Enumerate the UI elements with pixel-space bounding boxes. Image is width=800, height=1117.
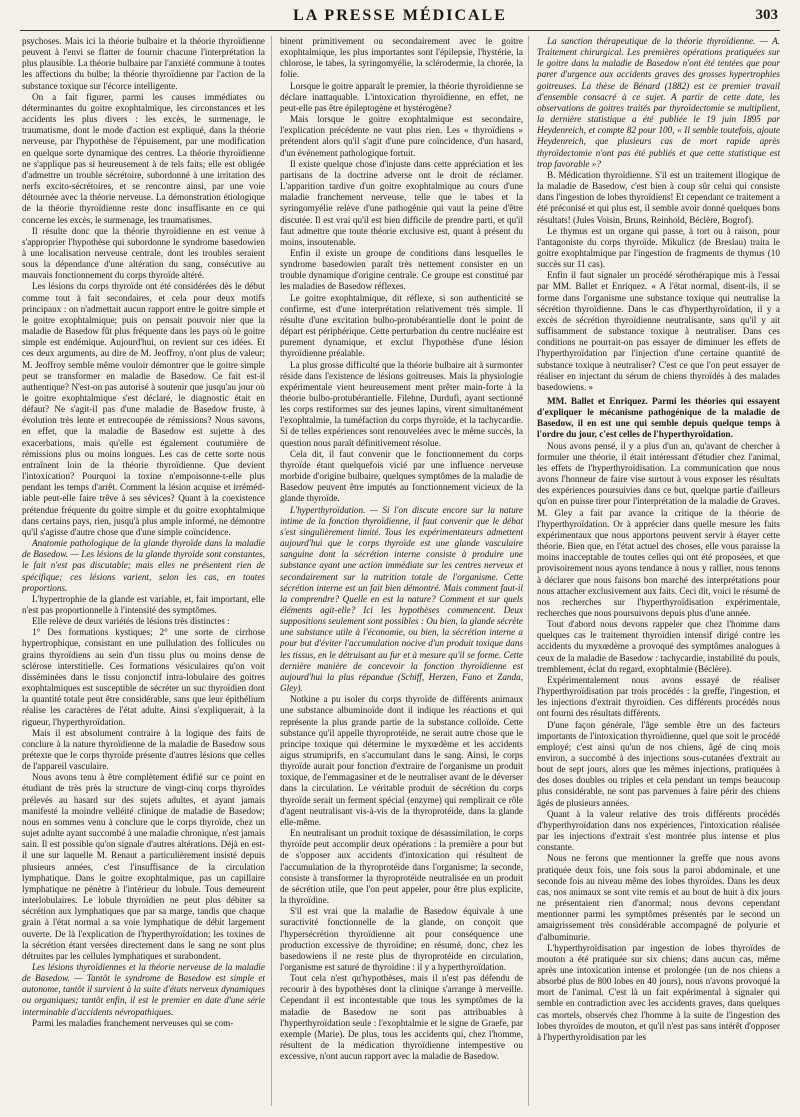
- section-paragraph: L'hyperthyroïdation. — Si l'on discute encore sur la nature intime de la fonction thyroïdienne, il faut convenir que le débat s'est singulièrement limité. Tous les expérimentateurs admettent aujourd'hui que le corps thyroïde est une glande vasculaire sanguine dont la sécrétion interne consiste à produire une substance ayant une action immédiate sur les centres nerveux et secondairement sur la nutrition totale de l'organisme. Cette sécrétion interne est un fait bien démontré. Mais comment faut-il la comprendre? Quelle en est la nature? Comment et sur quels éléments agit-elle? Ici les hypothèses commencent. Deux suppositions seulement sont possibles : Ou bien, la glande sécrète une substance utile à l'économie, ou bien, la sécrétion interne a pour but d'éviter l'accumulation nocive d'un produit toxique dans les tissus, en le détruisant au fur et à mesure qu'il se forme. Cette dernière manière de concevoir la fonction thyroïdienne est aujourd'hui la plus répandue (Schiff, Herzen, Fano et Zanda, Gley).: [280, 504, 523, 694]
- paragraph: La plus grosse difficulté que la théorie bulbaire ait à surmonter réside dans l'existence de lésions goitreuses. Mais la physiologie expérimentale vient heureusement ment prêter main-forte à la théorie bulbo-protubérantielle. Filehne, Durdufi, ayant sectionné les corps restiformes sur des jeunes lapins, virent simultanément l'exophtalmie, la tuméfaction du corps thyroïde, et la tachycardie. Si de telles expériences sont renouvelées avec le même succès, la question nous paraît définitivement résolue.: [280, 359, 523, 448]
- column-divider: [528, 36, 529, 1106]
- section-paragraph: MM. Ballet et Enriquez. Parmi les théories qui essayent d'expliquer le mécanisme pathogénique de la maladie de Basedow, il en est une qui semble depuis quelque temps à l'ordre du jour, c'est celles de l'hyperthyroïdation.: [537, 396, 780, 440]
- header-rule: [20, 30, 780, 31]
- paragraph: Notkine a pu isoler du corps thyroïde de différents animaux une substance albuminoïde dont il indique les réactions et qui représente la plus grande partie de la substance colloïde. Cette substance qu'il appelle thyroprotéide, ne serait autre chose que le principe toxique qui détermine le myxœdème et les accidents aigus strumiprifs, en s'accumulant dans le sang. Ainsi, le corps thyroïde aurait pour fonction d'extraire de l'organisme un produit toxique, de l'emmagasiner et de le neutraliser avant de le déverser dans la circulation. Le véritable produit de sécrétion du corps thyroïde serait un ferment spécial (enzyme) qui remplirait ce rôle d'agent neutralisant vis-à-vis de la thyroprotéide, dans la glande elle-même.: [280, 694, 523, 827]
- paragraph: D'une façon générale, l'âge semble être un des facteurs importants de l'intoxication thyroïdienne, quel que soit le procédé employé; c'est ainsi qu'un de nos chiens, âgé de cinq mois environ, a succombé à des injections sous-cutanées d'extrait au bout de sept jours, alors que les mêmes injections, pratiquées à des doses doubles ou triples et cela pendant un temps beaucoup plus considérable, ne sont pas parvenues à faire périr des chiens âgés de plusieurs années.: [537, 719, 780, 808]
- paragraph: Elle relève de deux variétés de lésions très distinctes :: [32, 616, 230, 627]
- section-paragraph: Les lésions thyroïdiennes et la théorie nerveuse de la maladie de Basedow. — Tantôt le syndrome de Basedow est simple et autonome, tantôt il survient à la suite d'états nerveux dynamiques ou organiques; tantôt enfin, il est le premier en date d'une série interminable d'accidents névropathiques.: [22, 961, 265, 1017]
- journal-title: LA PRESSE MÉDICALE: [293, 7, 507, 24]
- column-divider: [271, 36, 272, 1106]
- paragraph: Nous avons pensé, il y a plus d'un an, qu'avant de chercher à formuler une théorie, il était intéressant d'étudier chez l'animal, les effets de l'hyperthyroïdisation. La communication que nous avons l'honneur de faire vise surtout à vous exposer les résultats des expériences poursuivies dans ce but, quelque partie d'ailleurs qu'on en puisse tirer pour l'interprétation de la maladie de Graves. M. Gley a fait par avance la critique de la théorie de l'hyperthyroïdation. Or à apprécier dans quelle mesure les faits expérimentaux que nous apportons peuvent servir à étayer cette théorie. Bien que, en l'état actuel des choses, elle vous paraisse la moins inacceptable de toutes celles qui ont été proposées, et que provisoirement nous ayons tendance à nous y rallier, nous tenons à déclarer que nous faisons bon marché des interprétations pour nous attacher exclusivement aux faits. Ceci dit, voici le résumé de nos recherches sur l'hyperthyroïdisation expérimentale, recherches que nous poursuivons depuis plus d'une année.: [537, 440, 780, 618]
- paragraph: Parmi les maladies franchement nerveuses qui se com-: [32, 1017, 234, 1028]
- paragraph: Nous avons tenu à être complètement édifié sur ce point en étudiant de très près la structure de vingt-cinq corps thyroïdes prélevés au hasard sur des sujets adultes, et ayant jamais manifesté la moindre velléité clinique de maladie de Basedow; nous en sommes venu à conclure que le corps thyroïde, chez un sujet adulte ayant succombé à une maladie chronique, n'est jamais sain. Il est possible qu'on signale d'autres altérations. Déjà en est-il une sur laquelle M. Renaut a particulièrement insisté depuis plusieurs années, c'est l'insuffisance de la circulation lymphatique. Dans le goitre exophtalmique, pas un capillaire lymphatique ne pénètre à l'intérieur du lobule. Tous demeurent interlobulaires. Le lobule thyroïdien ne peut plus débiter sa sécrétion aux lymphatiques que par sa marge, tandis que chaque grain à l'état normal a sa voie lymphatique de débit largement ouverte. De là l'explication de l'hyperthyroïdation; les toxines de la sécrétion étant versées directement dans le sang ne sont plus détruites par les cellules lymphatiques et surabondent.: [22, 772, 265, 961]
- paragraph: binent primitivement ou secondairement avec le goitre exophtalmique, les plus importantes sont l'épilepsie, l'hystérie, la chlorose, le tabes, la syringomyélie, la sclérodermie, la chorée, la folie.: [280, 36, 523, 80]
- column-right: [537, 36, 780, 1106]
- paragraph: Tout cela n'est qu'hypothèses, mais il n'est pas défendu de recourir à des hypothèses dont la clinique s'arrange à merveille. Cependant il est incontestable que tous les symptômes de la maladie de Basedow ne sont pas attribuables à l'hyperthyroïdation seule : l'exophtalmie et le signe de Graefe, par exemple (Marie). De plus, tous les accidents qui, chez l'homme, résultent de la médication thyroïdienne intempestive ou excessive, n'ont aucun rapport avec la maladie de Basedow.: [280, 973, 523, 1062]
- paragraph: On a fait figurer, parmi les causes immédiates ou déterminantes du goitre exophtalmique, les circonstances et les accidents les plus divers : les excès, le surmenage, le traumatisme, dont le mode d'action est expliqué, dans la théorie nerveuse, par l'hypothèse de l'épuisement, par une modification en quelque sorte dynamique des centres. La théorie thyroïdienne ne s'applique pas si heureusement à de tels faits; elle est obligée d'admettre un trouble sécrétoire, subordonné à une irritation des nerfs excito-sécrétoires, et se rencontre ainsi, par une voie détournée avec la théorie nerveuse. La démonstration étiologique de la théorie thyroïdienne reste donc insuffisante en ce qui concerne les excès, le surmenage, les traumatismes.: [22, 91, 265, 225]
- paragraph: Enfin il faut signaler un procédé sérothérapique mis à l'essai par MM. Ballet et Enriquez. « A l'état normal, disent-ils, il se forme dans l'organisme une substance toxique qui neutralise la sécrétion thyroïdienne. Dans le cas d'hyperthyroïdation, il y a excès de sécrétion thyroïdienne neutralisante, sans qu'il y ait suffisamment de substance toxique à neutraliser. Dans ces conditions ne pourrait-on pas essayer de diminuer les effets de l'hyperthyroïdation par l'injection d'une certaine quantité de substance toxique à neutraliser? C'est ce que l'on peut essayer de réaliser en injectant du sérum de chiens thyroïdés à des malades basedowiens. »: [537, 270, 780, 392]
- paragraph: Les lésions du corps thyroïde ont été considérées dès le début comme tout à fait secondaires, et cela pour deux motifs principaux : on n'admettait aucun rapport entre le goitre simple et le goitre exophtalmique; puis on pensait pouvoir nier que la maladie de Basedow fût plus fréquente dans les pays où le goitre simple est endémique. Aujourd'hui, on revient sur ces idées. Et ces deux arguments, au dire de M. Jeoffroy, n'ont plus de valeur; M. Jeoffroy semble même vouloir démontrer que le goitre simple peut se transformer en maladie de Basedow. Ce fait est-il authentique? N'est-on pas autorisé à soutenir que jusqu'au jour où le goitre exophtalmique s'est déclaré, le diagnostic était en défaut? Ne s'agit-il pas d'une maladie de Basedow fruste, à évolution très lente et entrecoupée de rémissions? Nous savons, en effet, que la maladie de Basedow est sujette à des exacerbations, mais qu'elle est également coutumière de rémissions plus ou moins longues. Les cas de cette sorte nous entraînent loin de la théorie thyroïdienne. Que devient l'intoxication? Pourquoi la toxine n'empoisonne-t-elle plus pendant les temps d'arrêt. Comment la lésion acquise et irrémédiable peut-elle faire trêve à ses sévices? Quant à la coexistence prétendue fréquente du goitre simple et du goitre exophtalmique dans certains pays, rien, jusqu'à plus ample informé, ne démontre qu'il s'agisse d'autre chose que d'une simple coïncidence.: [22, 281, 265, 537]
- paragraph: Expérimentalement nous avons essayé de réaliser l'hyperthyroïdisation par trois procédés : la greffe, l'ingestion, et les injections d'extrait thyroïdien. Ces différents procédés nous ont fourni des résultats différents.: [537, 674, 780, 719]
- section-paragraph: Anatomie pathologique de la glande thyroïde dans la maladie de Basedow. — Les lésions de la glande thyroïde sont constantes, le fait n'est pas discutable; mais elles ne présentent rien de spécifique; ces lésions varient, selon les cas, en toutes proportions.: [22, 538, 265, 593]
- paragraph: Nous ne ferons que mentionner la greffe que nous avons pratiquée deux fois, une fois sous la paroi abdominale, et une seconde fois au niveau même des lobes thyroïdes. Dans les deux cas, nos animaux se sont vite remis et au bout de huit à dix jours ne présentaient rien d'anormal; nous devons cependant mentionner parmi les symptômes présentés par le second un amaigrissement très considérable accompagné de polyurie et d'albuminurie.: [537, 853, 780, 942]
- paragraph: Mais lorsque le goitre exophtalmique est secondaire, l'explication précédente ne vaut plus rien. Les « thyroïdiens » prétendent alors qu'il s'agit d'une pure coïncidence, d'un hasard, d'un événement pathologique fortuit.: [280, 114, 523, 158]
- paragraph: Cela dit, il faut convenir que le fonctionnement du corps thyroïde étant quelquefois vicié par une influence nerveuse morbide d'origine bulbaire, quelques symptômes de la maladie de Basedow peuvent être imputés au fonctionnement vicieux de la glande thyroïde.: [280, 448, 523, 504]
- paragraph: Le goitre exophtalmique, dit réflexe, si son authenticité se confirme, est d'une interprétation relativement très simple. Il résulte d'une excitation bulbo-protubérantielle dont le point de départ est périphérique. Cette perturbation du centre nucléaire est purement dynamique, et exclut l'hypothèse d'une lésion thyroïdienne préalable.: [280, 292, 523, 359]
- page-header: [0, 7, 800, 29]
- paragraph: En neutralisant un produit toxique de désassimilation, le corps thyroïde peut accomplir deux opérations : la première a pour but de s'opposer aux accidents d'intoxication qui résultent de l'accumulation de la thyroprotéide dans l'organisme; la seconde, consiste à transformer la thyroprotéide neutralisée en un produit de sécrétion utile, que l'on peut appeler, pour être plus explicite, la thyroïdine.: [280, 828, 523, 906]
- column-left: [22, 36, 265, 1106]
- paragraph: Il résulte donc que la théorie thyroïdienne en est venue à s'approprier l'hypothèse qui subordonne le syndrome basedowien à une localisation nerveuse centrale, dont les troubles seraient sous la dépendance d'une altération du sang, consécutive au mauvais fonctionnement du corps thyroïde altéré.: [22, 225, 265, 281]
- paragraph: L'hypertrophie de la glande est variable, et, fait important, elle n'est pas proportionnelle à l'intensité des symptômes.: [22, 593, 265, 615]
- paragraph: Il existe quelque chose d'injuste dans cette appréciation et les partisans de la doctrine adverse ont le droit de réclamer. L'apparition tardive d'un goitre exophtalmique au cours d'une maladie franchement nerveuse, telle que le tabes et la syringomyélie relève d'une pathogénie qui vaut la peine d'être discutée. Il est vrai qu'il est bien difficile de prendre parti, et qu'il faut admettre que toute théorie exclusive est, quant à présent du moins, insoutenable.: [280, 158, 523, 247]
- page-number: 303: [755, 7, 778, 23]
- paragraph: Le thymus est un organe qui passe, à tort ou à raison, pour l'antagoniste du corps thyroïde. Mikulicz (de Breslau) traita le goitre exophtalmique par l'ingestion de fragments de thymus (10 succès sur 11 cas).: [537, 225, 780, 270]
- paragraph: Enfin il existe un groupe de conditions dans lesquelles le syndrome basedowien paraît très nettement consister en un trouble dynamique d'origine centrale. Ce groupe est constitué par les maladies de Basedow réflexes.: [280, 247, 523, 292]
- paragraph: 1° Des formations kystiques; 2° une sorte de cirrhose hypertrophique, consistant en une pullulation des follicules ou grains thyroïdiens au sein d'un tissu plus ou moins dense de sclérose interstitielle. Ces formations vésiculaires qu'on voit disséminées dans le tissu conjonctif intra-lobulaire des goitres exophtalmiques est susceptible de sécréter un suc thyroïdien dont la quantité totale peut être considérable, sans que leur épithélium réalise les caractères de l'état adulte. Ainsi s'expliquerait, à la rigueur, l'hyperthyroïdation.: [22, 627, 265, 727]
- paragraph: S'il est vrai que la maladie de Basedow équivale à une suractivité fonctionnelle de la glande, on conçoit que l'hypersécrétion thyroïdienne ait pour conséquence une production excessive de thyroïdine; en résumé, donc, chez les basedowiens il ne reste plus de thyroprotéide en circulation, l'organisme est saturé de thyroïdine : il y a hyperthyroïdation.: [280, 906, 523, 972]
- column-middle: [280, 36, 523, 1106]
- paragraph: L'hyperthyroïdisation par ingestion de lobes thyroïdes de mouton a été pratiquée sur six chiens; dans aucun cas, même après une intoxication intense et prolongée (un de nos chiens a absorbé plus de 800 lobes en 40 jours), nous n'avons provoqué la mort de l'animal. C'est là un fait expérimental à signaler qui semble en contradiction avec les accidents graves, dans quelques cas mortels, observés chez l'homme à la suite de l'ingestion des lobes thyroïdes de mouton, et qu'il n'est pas sans intérêt d'opposer à l'hyperthyroïdisation par les: [537, 942, 780, 1042]
- paragraph: psychoses. Mais ici la théorie bulbaire et la théorie thyroïdienne peuvent à l'envi se flatter de fournir chacune l'interprétation la plus plausible. La théorie bulbaire par l'anxiété commune à toutes les affections du bulbe; la théorie thyroïdienne par l'action de la substance toxique sur l'écorce intelligente.: [22, 36, 265, 91]
- paragraph: Quant à la valeur relative des trois différents procédés d'hyperthyroïdation dans nos expériences, l'intoxication réalisée par les injections d'extrait s'est montrée plus intense et plus constante.: [537, 808, 780, 853]
- paragraph: Mais il est absolument contraire à la logique des faits de conclure à la nature thyroïdienne de la maladie de Basedow sous prétexte que le corps thyroïde présente d'autres lésions que celles de l'appareil vasculaire.: [22, 727, 265, 772]
- paragraph: Tout d'abord nous devons rappeler que chez l'homme dans quelques cas le traitement thyroïdien intensif dirigé contre les accidents du myxœdème a provoqué des symptômes analogues à ceux de la maladie de Basedow : tachycardie, instabilité du pouls, tremblement, éclat du regard, exophtalmie (Béclère).: [537, 619, 780, 674]
- paragraph: Lorsque le goitre apparaît le premier, la théorie thyroïdienne se déclare inattaquable. L'intoxication thyroïdienne, en effet, ne peut-elle pas être épileptogène et hystérogène?: [280, 80, 523, 113]
- paragraph: B. Médication thyroïdienne. S'il est un traitement illogique de la maladie de Basedow, c'est bien à coup sûr celui qui consiste dans l'ingestion de lobes thyroïdiens! Et cependant ce traitement a été préconisé et qui plus est, il semble avoir donné quelques bons résultats! (Jules Voisin, Bruns, Reinhold, Béclère, Bogrof).: [537, 169, 780, 225]
- section-paragraph: La sanction thérapeutique de la théorie thyroïdienne. — A. Traitement chirurgical. Les premières opérations pratiquées sur le goitre dans la maladie de Basedow n'ont été tentées que pour parer d'urgence aux accidents graves des grosses hypertrophies goitreuses. La thèse de Bénard (1882) est ce premier travail d'ensemble consacré à ce sujet. A partir de cette date, les observations de goitres traités par thyroïdectomie se multiplient, la dernière statistique a été publiée le 19 juin 1895 par Heydenreich, et compte 82 pour 100, « Il semble toutefois, ajoute Heydenreich, que plusieurs cas de mort rapide après thyroïdectomie n'ont pas été publiés et que cette statistique est trop favorable »?: [537, 36, 780, 169]
